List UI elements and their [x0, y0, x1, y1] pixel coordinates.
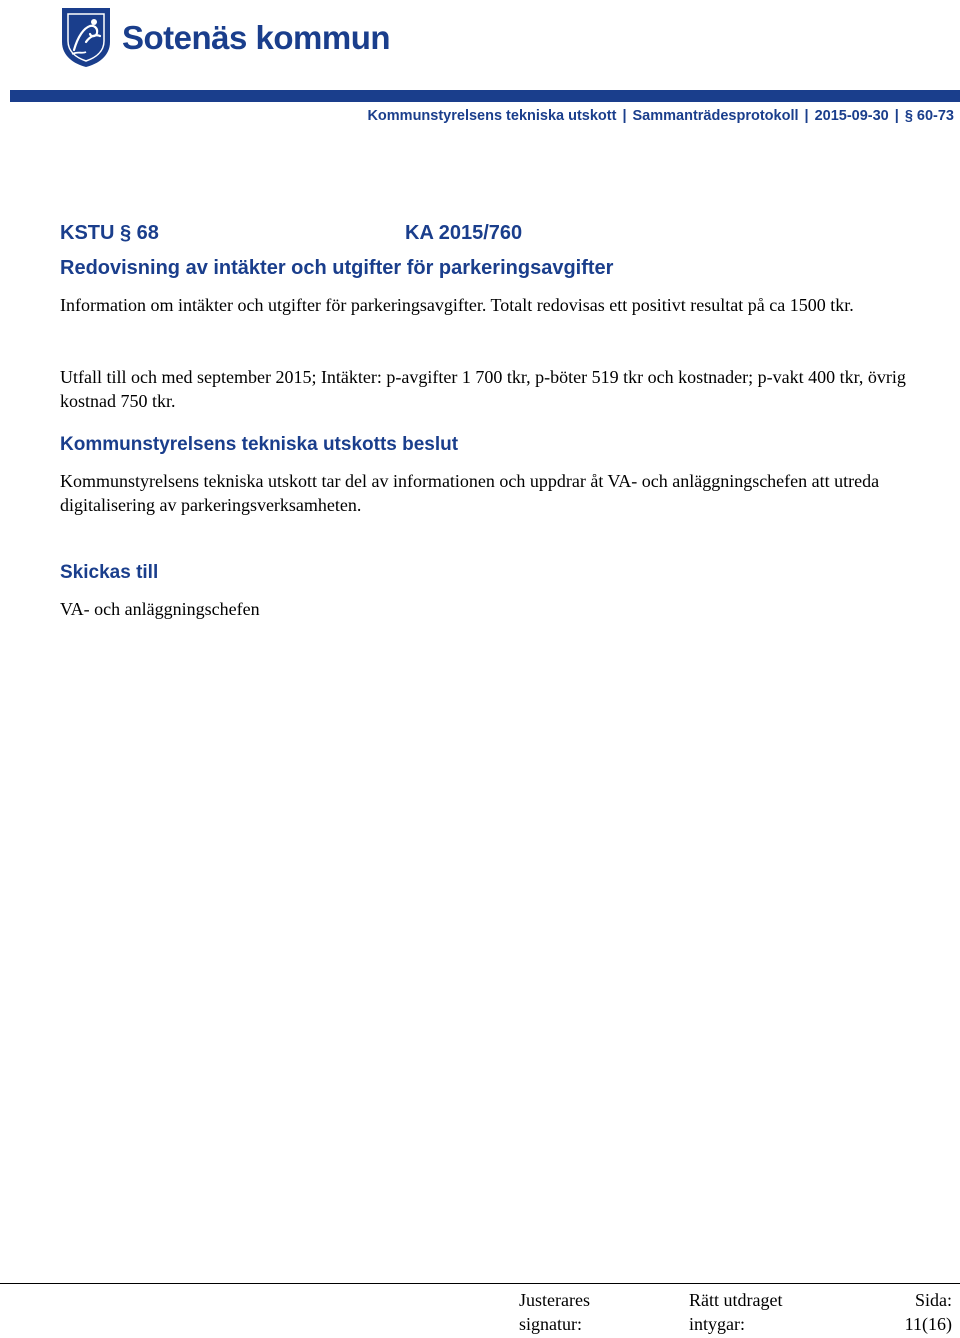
header-bar: [10, 90, 960, 102]
page-count: 11(16): [904, 1314, 952, 1334]
send-to-recipient: VA- och anläggningschefen: [60, 599, 260, 619]
municipality-logo: [60, 6, 390, 68]
protocol-header: Kommunstyrelsens tekniska utskott | Sammanträdesprotokoll | 2015-09-30 | § 60-73: [367, 108, 954, 124]
meeting-date: 2015-09-30: [814, 108, 889, 124]
justerares-label: Justerares: [519, 1290, 590, 1310]
decision-text: Kommunstyrelsens tekniska utskott tar del av informationen och uppdrar åt VA- och anläggningschefen att utreda digitalisering av parkeringsverksamheten.: [60, 471, 880, 515]
page-number: [905, 1288, 952, 1336]
committee-name: Kommunstyrelsens tekniska utskott: [367, 108, 617, 124]
paragraph-number: KSTU § 68: [60, 222, 159, 244]
ratt-utdraget-label: Rätt utdraget: [689, 1290, 783, 1310]
sida-label: Sida:: [914, 1290, 952, 1310]
case-reference: [60, 222, 523, 245]
info-paragraph: Information om intäkter och utgifter för parkeringsavgifter. Totalt redovisas ett positivt resultat på ca 1500 tkr.: [60, 295, 854, 315]
intygar-label: intygar:: [689, 1314, 745, 1334]
coat-of-arms-icon: [60, 6, 112, 68]
certified-extract: [689, 1288, 782, 1336]
footer-divider: [0, 1283, 960, 1284]
send-to-heading: Skickas till: [60, 562, 159, 583]
section-range: § 60-73: [904, 108, 954, 124]
outcome-paragraph: Utfall till och med september 2015; Intäkter: p-avgifter 1 700 tkr, p-böter 519 tkr och kostnader; p-vakt 400 tkr, övrig kostnad 750 tkr.: [60, 367, 906, 411]
case-title: Redovisning av intäkter och utgifter för parkeringsavgifter: [60, 257, 614, 279]
case-number: KA 2015/760: [405, 222, 523, 244]
org-name: Sotenäs kommun: [122, 19, 391, 56]
justerares-signature: [519, 1288, 590, 1336]
signatur-label: signatur:: [519, 1314, 582, 1334]
decision-heading: Kommunstyrelsens tekniska utskotts beslut: [60, 434, 459, 455]
protocol-type: Sammanträdesprotokoll: [632, 108, 799, 124]
